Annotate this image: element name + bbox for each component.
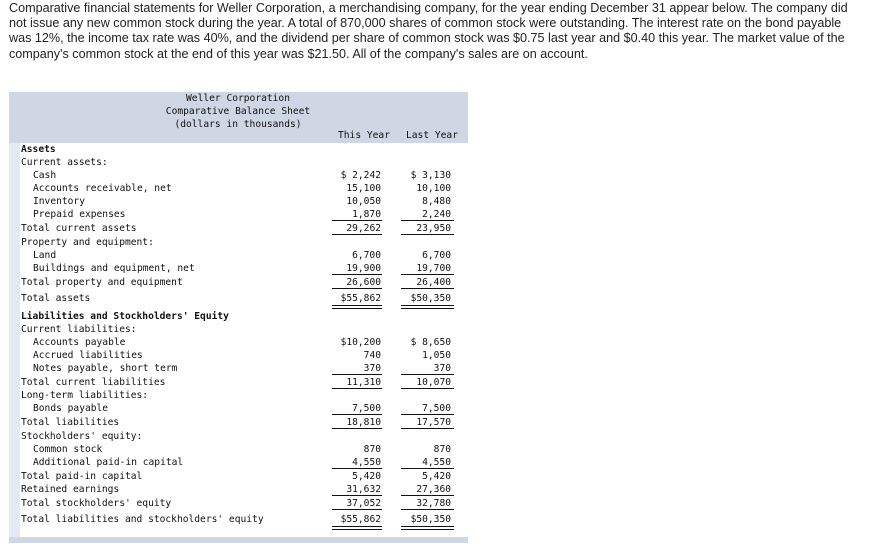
row-label: Cash: [33, 170, 57, 181]
row-label: Land: [33, 250, 57, 261]
table-row: [9, 483, 468, 496]
underline: [401, 414, 454, 415]
row-label: Notes payable, short term: [33, 363, 178, 374]
column-header-last-year: Last Year: [406, 130, 458, 141]
row-label: Current assets:: [21, 157, 108, 168]
underline: [332, 220, 382, 221]
last-year-value: 7,500: [422, 403, 451, 414]
underline: [401, 274, 454, 275]
table-row: [9, 349, 468, 362]
row-label: Buildings and equipment, net: [33, 263, 195, 274]
table-row: [9, 323, 468, 336]
this-year-value: 18,810: [346, 417, 381, 428]
row-label: Assets: [21, 144, 56, 155]
balance-sheet: [9, 92, 468, 548]
table-row: [9, 456, 468, 469]
problem-description: Comparative financial statements for Weller Corporation, a merchandising company, for the year ending December 31 appear below. The company did not issue any new common stock during the year. A total of 870,000 shares of common stock were outstanding. The interest rate on the bond payable was 12%, the income tax rate was 40%, and the dividend per share of common stock was $0.75 last year and $0.40 this year. The market value of the company's common stock at the end of this year was $21.50. All of the company's sales are on account.: [9, 1, 848, 61]
table-row: [9, 310, 468, 323]
row-label: Long-term liabilities:: [21, 390, 149, 401]
double-underline: [401, 305, 454, 309]
table-row: [9, 222, 468, 235]
table-row: [9, 262, 468, 275]
table-row: [9, 443, 468, 456]
last-year-value: 5,420: [422, 471, 451, 482]
double-underline: [401, 526, 454, 530]
underline: [401, 374, 454, 375]
this-year-value: $55,862: [340, 293, 381, 304]
last-year-value: 17,570: [416, 417, 451, 428]
underline: [332, 428, 382, 429]
balance-sheet-footer: [9, 537, 468, 543]
table-row: [9, 389, 468, 402]
this-year-value: $ 2,242: [340, 170, 381, 181]
table-row: [9, 208, 468, 221]
last-year-value: 370: [433, 363, 451, 374]
underline: [401, 288, 454, 289]
this-year-value: 6,700: [352, 250, 381, 261]
table-row: [9, 143, 468, 156]
underline: [332, 495, 382, 496]
this-year-value: 740: [363, 350, 381, 361]
row-label: Total liabilities: [21, 417, 120, 428]
last-year-value: 10,100: [416, 183, 451, 194]
this-year-value: $55,862: [340, 514, 381, 525]
column-header-this-year: This Year: [338, 130, 390, 141]
company-name: Weller Corporation: [186, 93, 290, 104]
table-row: [9, 249, 468, 262]
underline: [332, 509, 382, 510]
row-label: Total current assets: [21, 223, 137, 234]
underline: [332, 414, 382, 415]
underline: [332, 468, 382, 469]
row-label: Total paid-in capital: [21, 471, 143, 482]
this-year-value: 11,310: [346, 377, 381, 388]
this-year-value: 26,600: [346, 277, 381, 288]
last-year-value: 2,240: [422, 209, 451, 220]
double-underline: [332, 305, 382, 309]
table-row: [9, 416, 468, 429]
table-row: [9, 362, 468, 375]
underline: [401, 234, 454, 235]
row-label: Property and equipment:: [21, 237, 154, 248]
underline: [401, 220, 454, 221]
table-row: [9, 470, 468, 483]
this-year-value: 4,550: [352, 457, 381, 468]
row-label: Accounts receivable, net: [33, 183, 172, 194]
statement-units: (dollars in thousands): [174, 119, 302, 130]
table-row: [9, 236, 468, 249]
table-row: [9, 430, 468, 443]
table-row: [9, 276, 468, 289]
row-label: Liabilities and Stockholders' Equity: [21, 311, 229, 322]
last-year-value: $ 8,650: [410, 337, 451, 348]
this-year-value: 31,632: [346, 484, 381, 495]
underline: [332, 374, 382, 375]
this-year-value: 15,100: [346, 183, 381, 194]
this-year-value: 1,870: [352, 209, 381, 220]
row-label: Bonds payable: [33, 403, 109, 414]
this-year-value: $10,200: [340, 337, 381, 348]
last-year-value: 19,700: [416, 263, 451, 274]
underline: [401, 428, 454, 429]
this-year-value: 19,900: [346, 263, 381, 274]
row-label: Stockholders' equity:: [21, 431, 143, 442]
table-row: [9, 182, 468, 195]
underline: [401, 509, 454, 510]
row-label: Total stockholders' equity: [21, 498, 172, 509]
last-year-value: 27,360: [416, 484, 451, 495]
row-label: Total property and equipment: [21, 277, 183, 288]
row-label: Total liabilities and stockholders' equity: [21, 514, 264, 525]
last-year-value: $50,350: [410, 293, 451, 304]
last-year-value: 10,070: [416, 377, 451, 388]
last-year-value: 4,550: [422, 457, 451, 468]
underline: [332, 288, 382, 289]
row-label: Inventory: [33, 196, 85, 207]
underline: [401, 495, 454, 496]
table-row: [9, 336, 468, 349]
row-label: Additional paid-in capital: [33, 457, 184, 468]
this-year-value: 7,500: [352, 403, 381, 414]
double-underline: [332, 526, 382, 530]
last-year-value: 8,480: [422, 196, 451, 207]
underline: [332, 234, 382, 235]
table-row: [9, 195, 468, 208]
this-year-value: 5,420: [352, 471, 381, 482]
table-row: [9, 497, 468, 510]
this-year-value: 370: [363, 363, 381, 374]
last-year-value: 23,950: [416, 223, 451, 234]
row-label: Prepaid expenses: [33, 209, 126, 220]
this-year-value: 10,050: [346, 196, 381, 207]
last-year-value: $ 3,130: [410, 170, 451, 181]
table-row: [9, 402, 468, 415]
this-year-value: 870: [363, 444, 381, 455]
table-row: [9, 156, 468, 169]
last-year-value: 870: [433, 444, 451, 455]
table-row: [9, 376, 468, 389]
statement-title: Comparative Balance Sheet: [165, 106, 311, 117]
table-row: [9, 292, 468, 305]
row-label: Common stock: [33, 444, 103, 455]
last-year-value: 1,050: [422, 350, 451, 361]
this-year-value: 37,052: [346, 498, 381, 509]
row-label: Retained earnings: [21, 484, 120, 495]
this-year-value: 29,262: [346, 223, 381, 234]
row-label: Total assets: [21, 293, 91, 304]
table-row: [9, 169, 468, 182]
row-label: Accrued liabilities: [33, 350, 143, 361]
table-row: [9, 513, 468, 526]
row-label: Accounts payable: [33, 337, 126, 348]
row-label: Current liabilities:: [21, 324, 137, 335]
underline: [401, 468, 454, 469]
last-year-value: 6,700: [422, 250, 451, 261]
last-year-value: 32,780: [416, 498, 451, 509]
row-label: Total current liabilities: [21, 377, 166, 388]
underline: [332, 274, 382, 275]
last-year-value: 26,400: [416, 277, 451, 288]
last-year-value: $50,350: [410, 514, 451, 525]
